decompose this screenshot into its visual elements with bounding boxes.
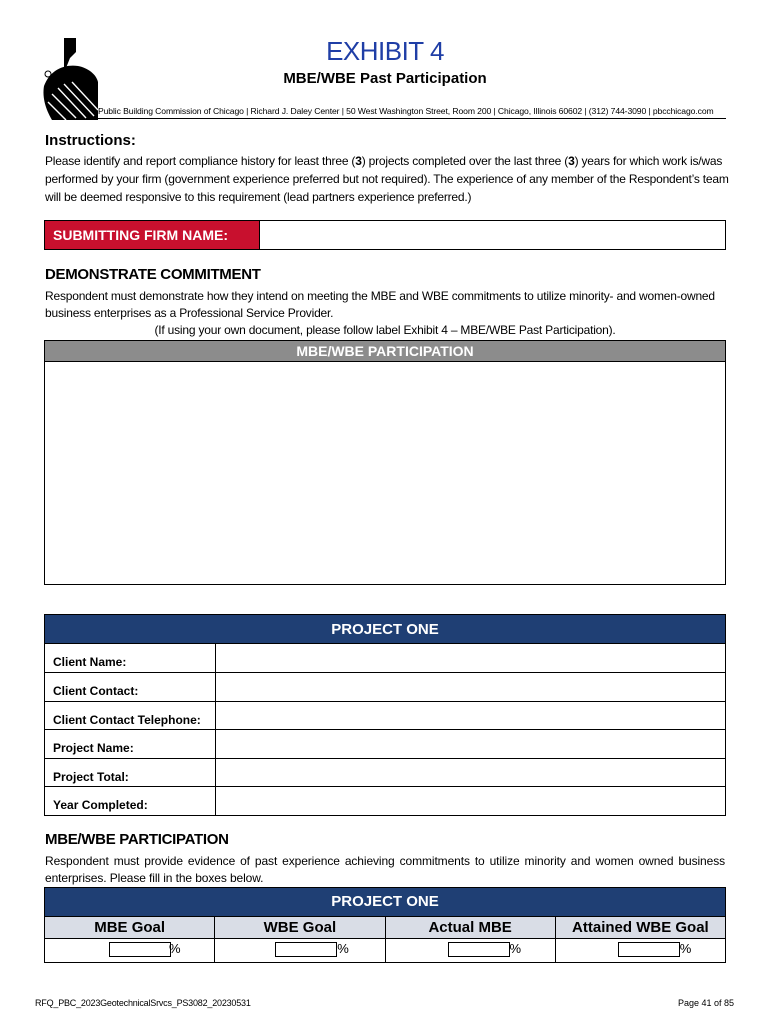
instructions-text-part: Please identify and report compliance history for least three (: [45, 154, 356, 168]
participation-text: Respondent must provide evidence of past experience achieving commitments to utilize minority and women owned business enterprises. Please fill in the boxes below.: [45, 854, 725, 885]
percent-sign: %: [337, 941, 349, 956]
table-row: [45, 643, 725, 672]
actual-mbe-column: Actual MBE: [385, 917, 555, 939]
year-completed-label: Year Completed:: [53, 798, 148, 812]
submitting-firm-label: SUBMITTING FIRM NAME:: [45, 221, 259, 249]
submitting-firm-field[interactable]: [259, 221, 725, 249]
header-address: Public Building Commission of Chicago | Richard J. Daley Center | 50 West Washington Street, Room 200 | Chicago, Illinois 60602 | (312) 744-3090 | pbcchicago.com: [98, 106, 714, 116]
table-row: [45, 729, 725, 758]
client-name-field[interactable]: [215, 644, 725, 672]
commitment-text: Respondent must demonstrate how they intend on meeting the MBE and WBE commitments to utilize minority- and women-owned business enterprises as a Professional Service Provider.: [45, 289, 715, 320]
participation-text-area[interactable]: [45, 361, 725, 584]
goals-table: [44, 887, 726, 963]
actual-mbe-cell: [385, 939, 555, 962]
page-title: EXHIBIT 4: [326, 36, 444, 66]
table-row: [45, 701, 725, 730]
table-row: [45, 786, 725, 815]
attained-wbe-goal-input[interactable]: [618, 942, 680, 957]
instructions-text-part: ) projects completed over the last three (: [361, 154, 569, 168]
client-contact-field[interactable]: [215, 673, 725, 701]
mbe-goal-cell: [45, 939, 214, 962]
commitment-note: (If using your own document, please follow label Exhibit 4 – MBE/WBE Past Participation).: [154, 323, 616, 337]
percent-sign: %: [509, 941, 522, 956]
participation-box-header: MBE/WBE PARTICIPATION: [45, 341, 725, 361]
wbe-goal-cell: [214, 939, 384, 962]
page-subtitle: MBE/WBE Past Participation: [283, 70, 487, 87]
goals-table-header: PROJECT ONE: [45, 888, 725, 916]
project-name-label: Project Name:: [53, 741, 134, 755]
instructions-text-part: ) years for which work is/was performed by your firm (government experience preferred but not required). The experience of any member of the Respondent’s team will be deemed responsive to this requirement (lead partners experience preferred.): [45, 154, 729, 204]
project-total-field[interactable]: [215, 759, 725, 787]
year-completed-field[interactable]: [215, 787, 725, 815]
commitment-heading: DEMONSTRATE COMMITMENT: [45, 266, 261, 283]
wbe-goal-column: WBE Goal: [214, 917, 384, 939]
project-one-table: [44, 614, 726, 816]
client-contact-telephone-label: Client Contact Telephone:: [53, 713, 201, 727]
project-one-header: PROJECT ONE: [45, 615, 725, 643]
percent-sign: %: [169, 941, 181, 956]
client-name-label: Client Name:: [53, 655, 127, 669]
mbe-wbe-participation-box: [44, 340, 726, 585]
attained-wbe-goal-cell: [555, 939, 725, 962]
footer-document-id: RFQ_PBC_2023GeotechnicalSrvcs_PS3082_20230531: [35, 998, 251, 1008]
client-contact-label: Client Contact:: [53, 684, 139, 698]
instructions-text: [45, 152, 729, 206]
goals-column-headers: [45, 916, 725, 939]
instructions-heading: Instructions:: [45, 132, 136, 149]
goals-values-row: [45, 938, 725, 962]
footer-page-number: Page 41 of 85: [677, 998, 734, 1008]
client-contact-telephone-field[interactable]: [215, 702, 725, 730]
submitting-firm-row: [44, 220, 726, 250]
actual-mbe-input[interactable]: [448, 942, 510, 957]
attained-wbe-goal-column: Attained WBE Goal: [555, 917, 725, 939]
project-total-label: Project Total:: [53, 770, 129, 784]
table-row: [45, 672, 725, 701]
table-row: [45, 758, 725, 787]
header-divider: [98, 118, 726, 119]
mbe-goal-column: MBE Goal: [94, 919, 166, 936]
project-name-field[interactable]: [215, 730, 725, 758]
mbe-goal-input[interactable]: [109, 942, 171, 957]
participation-heading: MBE/WBE PARTICIPATION: [45, 831, 229, 848]
instructions-count-years: 3: [568, 154, 575, 168]
wbe-goal-input[interactable]: [275, 942, 337, 957]
instructions-count-projects: 3: [355, 154, 362, 168]
percent-sign: %: [679, 941, 692, 956]
